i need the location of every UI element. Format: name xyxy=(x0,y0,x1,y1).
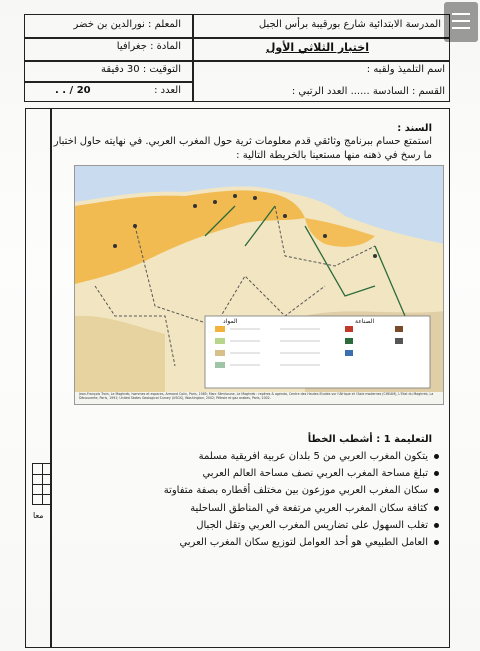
grade-label: العدد : xyxy=(154,85,181,96)
school-name: المدرسة الابتدائية شارع بورقيبة برأس الجبل xyxy=(258,19,441,30)
score-label: معا xyxy=(33,511,44,520)
grid-line xyxy=(33,484,51,485)
header-rule xyxy=(25,81,192,83)
subject: المادة : جغرافيا xyxy=(116,41,181,52)
list-item[interactable]: سكان المغرب العربي موزعون بين مختلف أقطاره بصفة متفاوتة xyxy=(90,482,440,499)
header-table xyxy=(24,14,450,102)
class-label: القسم : السادسة ...... العدد الرتبي : xyxy=(291,86,445,97)
header-divider xyxy=(192,15,194,101)
maghreb-map xyxy=(74,165,444,405)
list-item[interactable]: العامل الطبيعي هو أحد العوامل لتوزيع سكان المغرب العربي xyxy=(90,534,440,551)
list-item[interactable]: كثافة سكان المغرب العربي مرتفعة في المناطق الساحلية xyxy=(90,500,440,517)
score-column-divider xyxy=(50,109,52,647)
legend-title: المواد xyxy=(223,318,238,325)
grid-line xyxy=(33,474,51,475)
header-rule xyxy=(25,60,449,62)
legend-industry-title: الصناعة xyxy=(355,318,375,325)
exam-title: اختبار الثلاثي الأول xyxy=(265,41,369,54)
map-drawing xyxy=(75,166,444,405)
menu-icon xyxy=(452,13,470,15)
menu-icon xyxy=(452,20,470,22)
task-list xyxy=(90,448,440,551)
list-item[interactable]: يتكون المغرب العربي من 5 بلدان عربية افريقية مسلمة xyxy=(90,448,440,465)
student-name-label: اسم التلميذ ولقبه : xyxy=(366,64,445,75)
task-title: التعليمة 1 : أشطب الخطأ xyxy=(307,434,432,445)
score-grid xyxy=(32,463,52,505)
context-line-1: استمتع حسام ببرنامج وثائقي قدم معلومات ثرية حول المغرب العربي. في نهايته حاول اختبار xyxy=(53,136,432,147)
list-item[interactable]: تغلب السهول على تضاريس المغرب العربي وتقل الجبال xyxy=(90,517,440,534)
grade-value: . . / 20 xyxy=(55,85,91,96)
map-source: Jean-François Troin, Le Maghreb, hommes et espaces, Armand Colin, Paris, 1985; Marc Sémhoune, Le Maghreb : repères & agenda, Centre des Hautes Etudes sur l'Afrique et l'Asie modernes (CHEAM), L'Etat du Maghreb, La Découverte, Paris, 1991; United States Geological Survey (USGS), Washington, 2002; Pétrole et gaz arabes, Paris, 2002. xyxy=(79,392,434,400)
duration: التوقيت : 30 دقيقة xyxy=(101,64,181,75)
grid-line xyxy=(33,494,51,495)
context-line-2: ما رسخ في ذهنه منها مستعينا بالخريطة التالية : xyxy=(236,150,432,161)
header-rule xyxy=(25,37,449,39)
teacher-name: المعلم : نورالدين بن خضر xyxy=(73,19,181,30)
list-item[interactable]: تبلغ مساحة المغرب العربي نصف مساحة العالم العربي xyxy=(90,465,440,482)
context-title: السند : xyxy=(397,123,432,134)
menu-button[interactable] xyxy=(444,2,478,42)
menu-icon xyxy=(452,27,470,29)
